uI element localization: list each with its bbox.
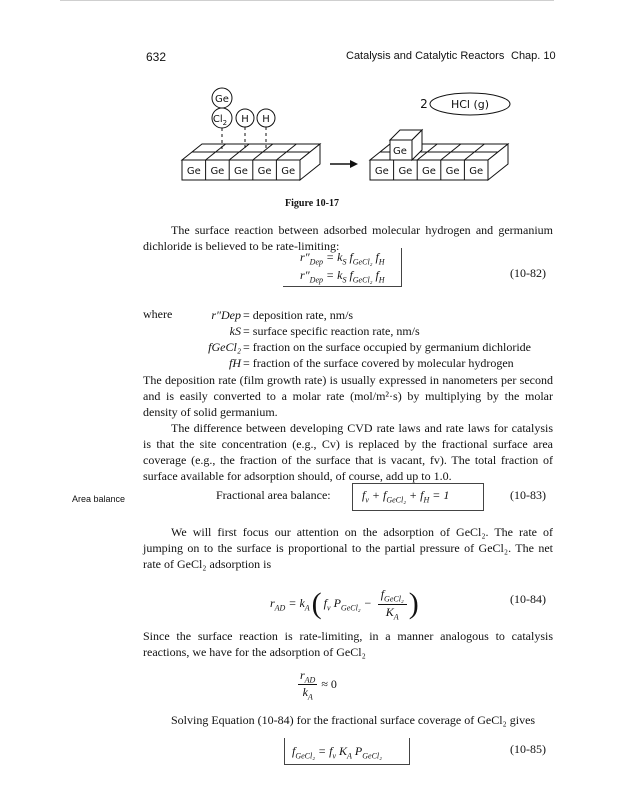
right-block-label: Ge xyxy=(469,166,484,177)
definition-text: = surface specific reaction rate, nm/s xyxy=(243,324,420,338)
margin-note-area-balance: Area balance xyxy=(72,494,126,504)
left-block-label: Ge xyxy=(257,166,272,177)
eq-10-82-number: (10-82) xyxy=(510,266,546,280)
eq-10-83-label: Fractional area balance: xyxy=(216,488,331,502)
left-block-label: Ge xyxy=(210,166,225,177)
deposited-ge-label: Ge xyxy=(393,146,407,157)
definition-text: = fraction of the surface covered by molecular hydrogen xyxy=(243,356,514,370)
eq-10-83-number: (10-83) xyxy=(510,488,546,502)
left-block-label: Ge xyxy=(234,166,248,177)
right-block-label: Ge xyxy=(374,166,389,177)
adsorbed-h-label: H xyxy=(262,114,270,125)
left-block-label: Ge xyxy=(281,166,296,177)
running-title: Catalysis and Catalytic Reactors xyxy=(346,50,505,62)
adsorbed-h-label: H xyxy=(241,114,249,125)
page-number: 632 xyxy=(146,50,167,64)
right-block-label: Ge xyxy=(445,166,460,177)
definition-symbol: kS xyxy=(229,324,241,338)
paragraph-cvd: The difference between developing CVD rate laws and rate laws for catalysis is that the site concentration (e.g., Cv) is replaced by the fractional surface area coverage (e.g., the fraction of the surface that is vacant, fv). The total fraction of surface available for adsorption should, of course, add up to 1.0. xyxy=(143,421,553,483)
definitions-list xyxy=(183,307,553,371)
right-block-label: Ge xyxy=(398,166,413,177)
paragraph-focus: We will first focus our attention on the adsorption of GeCl₂. The rate of jumping on to the surface is proportional to the partial pressure of GeCl₂. The net rate of GeCl₂ adsorption is xyxy=(143,525,553,571)
hcl-coefficient: 2 xyxy=(420,97,428,111)
where-label: where xyxy=(143,307,173,321)
definition-text: = fraction on the surface occupied by germanium dichloride xyxy=(243,340,531,354)
paragraph-film-rate: The deposition rate (film growth rate) is usually expressed in nanometers per second and is easily converted to a molar rate (mol/m²·s) by multiplying by the molar density of solid germanium. xyxy=(143,373,553,419)
chapter-label: Chap. 10 xyxy=(511,50,556,62)
adsorbed-ge-label: Ge xyxy=(215,94,229,105)
definition-row xyxy=(183,307,553,323)
paragraph-solving: Solving Equation (10-84) for the fractional surface coverage of GeCl₂ gives xyxy=(171,713,536,727)
figure-10-17-diagram xyxy=(0,0,624,200)
definition-row xyxy=(183,323,553,339)
definition-symbol: fH xyxy=(229,356,241,370)
figure-caption: Figure 10-17 xyxy=(285,198,339,209)
eq-10-82-line1: $r''_{Dep} = k_S$ $f_{GeCl_2}$ $f_H$ xyxy=(300,250,385,267)
right-block-label: Ge xyxy=(422,166,436,177)
eq-rad-over-ka: $r_{AD}$ $k_A$ ≈ 0 xyxy=(300,668,337,702)
definition-row xyxy=(183,355,553,371)
eq-10-84-formula: $r_{AD} = k_A$ ( $f_v$ $P_{GeCl_2}$ − $f_{GeCl_2}$ $K_A$ ) xyxy=(270,587,419,621)
left-block-label: Ge xyxy=(186,166,201,177)
definition-symbol: r″Dep xyxy=(211,308,241,322)
eq-10-85-formula: $f_{GeCl_2} = f_v$ $K_A$ $P_{GeCl_2}$ xyxy=(292,744,382,761)
adsorbed-cl-label: $Cl_2$ xyxy=(212,114,228,127)
eq-10-84-number: (10-84) xyxy=(510,592,546,606)
eq-10-85-number: (10-85) xyxy=(510,742,546,756)
definition-symbol: fGeCl₂ xyxy=(208,340,241,354)
paragraph-intro: The surface reaction between adsorbed molecular hydrogen and germanium dichloride is believed to be rate-limiting: xyxy=(143,223,553,253)
definition-text: = deposition rate, nm/s xyxy=(243,308,354,322)
paragraph-since: Since the surface reaction is rate-limiting, in a manner analogous to catalysis reactions, we have for the adsorption of GeCl₂ xyxy=(143,629,553,659)
hcl-product-label: HCl (g) xyxy=(450,98,490,111)
eq-10-82-line2: $r''_{Dep} = k_S$ $f_{GeCl_2}$ $f_H$ xyxy=(300,268,385,285)
eq-10-83-formula: $f_v + f_{GeCl_2} + f_H = 1$ xyxy=(362,488,450,505)
definition-row xyxy=(183,339,553,355)
reaction-arrow xyxy=(330,160,358,168)
